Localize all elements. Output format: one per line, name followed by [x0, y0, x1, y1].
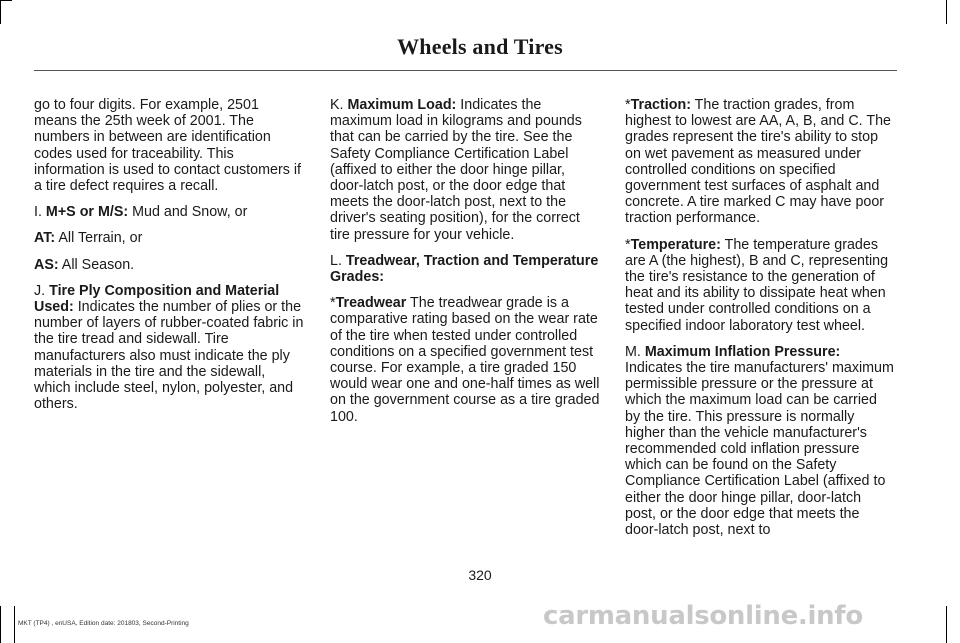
crop-mark: [946, 0, 947, 24]
term-description: Indicates the tire manufacturers' maximum permissible pressure or the pressure at which the maximum load can be carried by the tire. This pressure is normally higher than the vehicle manufacturer's recommended cold inflation pressure which can be found on the Safety Compliance Certification Label (affixed to either the door hinge pillar, door-latch post, or the door edge that meets the door-latch post, next to: [625, 360, 894, 539]
paragraph: [34, 204, 304, 220]
term-description: All Season.: [58, 256, 135, 273]
paragraph: [34, 283, 304, 413]
item-marker: I.: [34, 204, 46, 221]
term-description: Mud and Snow, or: [128, 204, 248, 221]
term-label: Treadwear, Traction and Temperature Grades:: [330, 252, 599, 286]
term-description: All Terrain, or: [55, 230, 143, 247]
paragraph: [34, 97, 304, 194]
term-description: go to four digits. For example, 2501 means the 25th week of 2001. The numbers in between are identification codes used for traceability. This information is used to contact customers if a tire defect requires a recall.: [34, 97, 301, 195]
term-description: The temperature grades are A (the highest), B and C, representing the tire's resistance to the generation of heat and its ability to dissipate heat when tested under controlled conditions on a specified indoor laboratory test wheel.: [625, 236, 889, 334]
item-marker: *: [625, 236, 631, 253]
item-marker: *: [625, 97, 631, 113]
header-divider: [34, 70, 897, 71]
term-description: Indicates the number of plies or the number of layers of rubber-coated fabric in the tire tread and sidewall. Tire manufacturers also must indicate the ply materials in the tire and the sidewall, which include steel, nylon, polyester, and others.: [34, 299, 304, 413]
paragraph: [625, 344, 895, 538]
paragraph: [625, 97, 895, 227]
paragraph: [34, 257, 304, 273]
paragraph: [625, 237, 895, 334]
watermark-logo: carmanualsonline.info: [543, 601, 863, 631]
crop-mark: [14, 606, 15, 643]
paragraph: [330, 97, 600, 243]
paragraph: [330, 253, 600, 285]
item-marker: *: [330, 295, 336, 312]
term-label: Tire Ply Composition and Material Used:: [34, 282, 280, 316]
text-column-middle: [330, 97, 600, 435]
term-label: Traction:: [630, 97, 691, 113]
crop-mark: [946, 606, 947, 643]
term-description: The traction grades, from highest to lowest are AA, A, B, and C. The grades represent the tire's ability to stop on wet pavement as measured under controlled conditions on specified government test surfaces of asphalt and concrete. A tire marked C may have poor traction performance.: [625, 97, 891, 227]
term-label: Treadwear: [335, 295, 407, 312]
term-label: Temperature:: [630, 236, 721, 253]
term-label: Maximum Load:: [347, 97, 457, 113]
text-column-left: [34, 97, 304, 422]
item-marker: M.: [625, 343, 645, 360]
item-marker: L.: [330, 252, 346, 269]
item-marker: K.: [330, 97, 348, 113]
crop-mark: [0, 0, 12, 1]
term-label: AS:: [34, 256, 59, 273]
text-column-right: [625, 97, 895, 548]
page-number: 320: [468, 567, 492, 583]
crop-mark: [0, 0, 1, 24]
page-title: Wheels and Tires: [397, 34, 563, 59]
term-description: Indicates the maximum load in kilograms and pounds that can be carried by the tire. See the Safety Compliance Certification Label (affixed to either the door hinge pillar, door-latch post, or the door edge that meets the door-latch post, next to the driver's seating position), for the correct tire pressure for your vehicle.: [330, 97, 582, 243]
item-marker: J.: [34, 282, 50, 299]
paragraph: [34, 230, 304, 246]
term-description: The treadwear grade is a comparative rating based on the wear rate of the tire when tested under controlled conditions on a specified government test course. For example, a tire graded 150 would wear one and one-half times as well on the government course as a tire graded 100.: [330, 295, 600, 425]
edition-info: MKT (TP4) , enUSA, Edition date: 201803, Second-Printing: [18, 620, 189, 627]
term-label: AT:: [34, 230, 56, 247]
term-label: M+S or M/S:: [45, 204, 129, 221]
crop-mark: [0, 606, 1, 643]
term-label: Maximum Inflation Pressure:: [644, 343, 841, 360]
paragraph: [330, 295, 600, 425]
